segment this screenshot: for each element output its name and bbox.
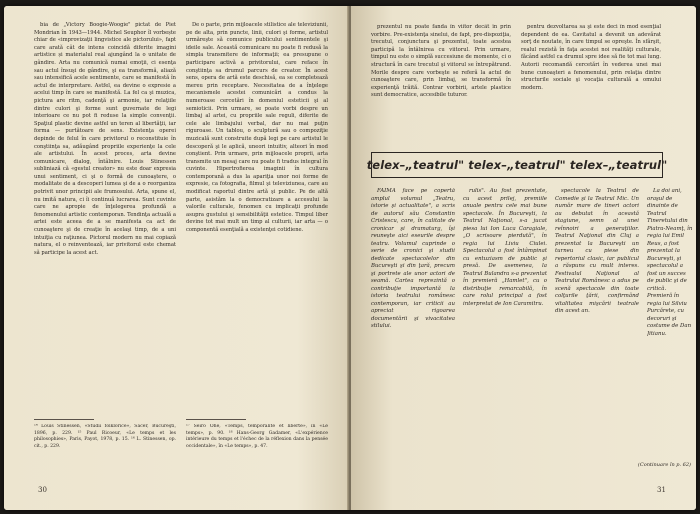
telex-banner-text: telex–„teatrul" telex–„teatrul" telex–„teatrul" <box>366 158 668 172</box>
page-number-left: 30 <box>38 486 47 494</box>
footnote-rule-left <box>34 419 94 420</box>
right-top-column-2 <box>521 24 661 146</box>
telex-column-3 <box>555 188 639 478</box>
telex-side-column-text: La doi ani, oraşul de dinainte de Teatrul Tineretului din Piatra-Neamţ, în regia lui Emil Reus, a fost prezentat la Bucureşti, şi spectacolul a fost un succes de public şi de critică. Premieră în regia lui Silviu Purcărete, cu decoruri şi costume de Dan Jitianu. <box>647 188 693 337</box>
left-page-column-1 <box>34 22 176 414</box>
right-top-column-1-text: prezentul nu poate fanda în viitor decât în prin vorbire. Pre-existenţa sinelui, de fapt, pre-dispoziţia, trecutul, conjunctura şi prezentul, toate acestea participă la întâlnirea cu viitorul. Prin urmare, timpul nu este o simplă succesiune de momente, ci o structură în care trecutul şi viitorul se întrepătrund. Morile despre care vorbeşte se referă la actul de cunoaştere care, prin limbaj, se transformă în experienţă trăită. Contrar vorbirii, artele plastice sunt democratice, accesibile tuturor. <box>371 24 511 99</box>
left-column-2-text: De o parte, prin mijloacele stilistice ale televiziunii, pe de alta, prin puncte, linii, culori şi forme, artistul urmăreşte să comunice publicului sentimentele şi ideile sale. Această comunicare nu poate fi redusă la simpla transmitere de informaţii; ea presupune o participare activă a privitorului, care reface în conştiinţa sa drumul parcurs de creator. În acest sens, opera de artă este deschisă, ea se completează mereu prin receptare. Necesitatea de a înţelege mecanismele acestei comunicări a condus la numeroase cercetări în domeniul esteticii şi al semioticii. Prin urmare, se poate vorbi despre un limbaj al artei, cu propriile sale reguli, diferite de cele ale limbajului verbal, dar nu mai puţin riguroase. Un tablou, o sculptură sau o compoziţie muzicală sunt construite după legi pe care artistul le descoperă şi le aplică, uneori intuitiv, alteori în mod conştient. Prin urmare, prin mijloacele proprii, arta transmite un mesaj care nu poate fi tradus integral în cuvinte. Hipertrofierea imaginii în cultura contemporană a dus la apariţia unor noi forme de expresie, ca fotografia, filmul şi televiziunea, care au modificat raportul dintre artă şi public. Pe de altă parte, asistăm la o democratizare a accesului la valorile culturale, fenomen cu implicaţii profunde asupra gustului şi sensibilităţii estetice. Timpul liber devine tot mai mult un timp al culturii, iar arta — o componentă esenţială a existenţei cotidiene. <box>186 22 328 234</box>
left-page <box>4 6 349 510</box>
page-number-right: 31 <box>657 486 666 494</box>
telex-column-2-text: rulis". Au fost prezentate, cu acest prilej, premiile anuale pentru cele mai bune spectacole. În Bucureşti, la Teatrul Naţional, s-a jucat piesa lui Ion Luca Caragiale, „O scrisoare pierdută", în regia lui Liviu Ciulei. Spectacolul a fost întâmpinat cu entuziasm de public şi presă. De asemenea, la Teatrul Bulandra s-a prezentat în premieră „Hamlet", cu o distribuţie remarcabilă, în care rolul principal a fost interpretat de Ion Caramitru. <box>463 188 547 307</box>
telex-banner <box>366 152 668 178</box>
left-page-column-2 <box>186 22 328 414</box>
footnotes-right: ¹⁷ Seiro Ohe, «Temps, temporalité et liberté», în «Le temps», p. 90. ¹⁸ Hans-Georg Gadamer, «L'expérience intérieure du temps et l'échec de la réflexion dans la pensée occidentale», în «Le temps», p. 47. <box>186 424 328 449</box>
telex-column-1-text: FAIMA face pe copertă amplul volumul „Teatru, istorie şi actualitate", a scris de autorul său Constantin Cristescu, care, în calitate de cronicar şi dramaturg, îşi reuneşte aici eseurile despre teatru. Volumul cuprinde o serie de cronici şi studii dedicate spectacolelor din Bucureşti şi din ţară, precum şi portrete ale unor actori de seamă. Cartea reprezintă o contribuţie importantă la istoria teatrului românesc contemporan, iar criticii au apreciat rigoarea documentării şi vivacitatea stilului. <box>371 188 455 329</box>
telex-side-column <box>647 188 693 458</box>
telex-column-2 <box>463 188 547 478</box>
left-column-1-text: bia de „Victory Boogie-Woogie" pictat de Piet Mondrian în 1943—1944. Michel Seuphor îl vorbește chiar de «improvizaţii lingvistice ale pictorului», fapt care arată cât de intens coincidă diferite imagini artistice și materialul real ajungând la o unitate de gândire. Arta nu comunică numai emoţii, ci esenţa sau actul însuşi de gândire, şi ea transformă, aliază sau intensifică acele sentimente, care se manifestă în actul de interpretare. Astfel, ea devine o expresie a acelui timp în care se manifestă. La fel ca şi muzica, pictura are ritm, cadenţă şi armonie, iar relaţiile dintre culori şi forme sunt guvernate de legi interioare ce nu pot fi reduse la simple convenţii. Spaţiul plastic devine astfel un teren al libertăţii, iar forma — purtătoare de sens. Existenţa operei depinde de felul în care privitorul o reconstituie în conştiinţa sa, adăugând propriile experienţe la cele ale artistului. În acest proces, arta devine comunicare, dialog, întâlnire. Louis Stinessen subliniază că «gestul creator» nu este doar expresia unui sentiment, ci şi o formă de cunoaştere, o modalitate de a descoperi lumea şi de a o reorganiza potrivit unor principii ale frumosului. Arta, spune el, nu imită natura, ci îi continuă lucrarea. Sunt cuvinte care ne apropie de înţelegerea profundă a fenomenului artistic contemporan. Tendinţa actuală a artei este aceea de a se manifesta ca act de cunoaştere şi de creaţie în acelaşi timp, de a uni intuiţia cu raţiunea. Pictorul modern nu mai copiază natura, el o reinventează, iar privitorul este chemat să participe la acest act. <box>34 22 176 256</box>
magazine-spread <box>4 6 696 510</box>
right-page <box>351 6 696 510</box>
footnote-rule-right <box>186 419 246 420</box>
telex-column-3-text: spectacole la Teatrul de Comedie şi la Teatrul Mic. Un număr mare de tineri actori au debutat în această stagiune, semn al unei reînnoiri a generaţiilor. Teatrul Naţional din Cluj a prezentat la Bucureşti un turneu cu piese din repertoriul clasic, iar publicul a răspuns cu mult interes. Festivalul Naţional al Teatrului Românesc a adus pe scenă spectacole din toate colţurile ţării, confirmând vitalitatea mişcării teatrale din acest an. <box>555 188 639 314</box>
right-top-column-1 <box>371 24 511 146</box>
continued-note: (Continuare în p. 62) <box>637 462 691 468</box>
right-top-column-2-text: pentru dezvoltarea sa şi este deci în mod esenţial dependent de ea. Cavitatul a devenit un adevărat sorţ de noutate, în care timpul se opreşte. În sfârşit, realul rezistă în faţa acestei noi realităţi culturale, făcând astfel ca drumul spre idee să fie tot mai lung. Autorii recomandă cercetări în vederea unei mai bune cunoaşteri a fenomenului, prin relaţia dintre structurile sociale şi vocaţia culturală a omului modern. <box>521 24 661 91</box>
footnotes-left: ¹⁴ Louis Stinessen, «Studii folklorice», Sacer, Bucureşti, 1896, p. 229. ¹⁵ Paul Ricoeur, «Le temps et les philosophies», Paris, Payot, 1978, p. 15. ¹⁶ L. Stinessen, op. cit., p. 229. <box>34 424 176 449</box>
telex-column-1 <box>371 188 455 478</box>
